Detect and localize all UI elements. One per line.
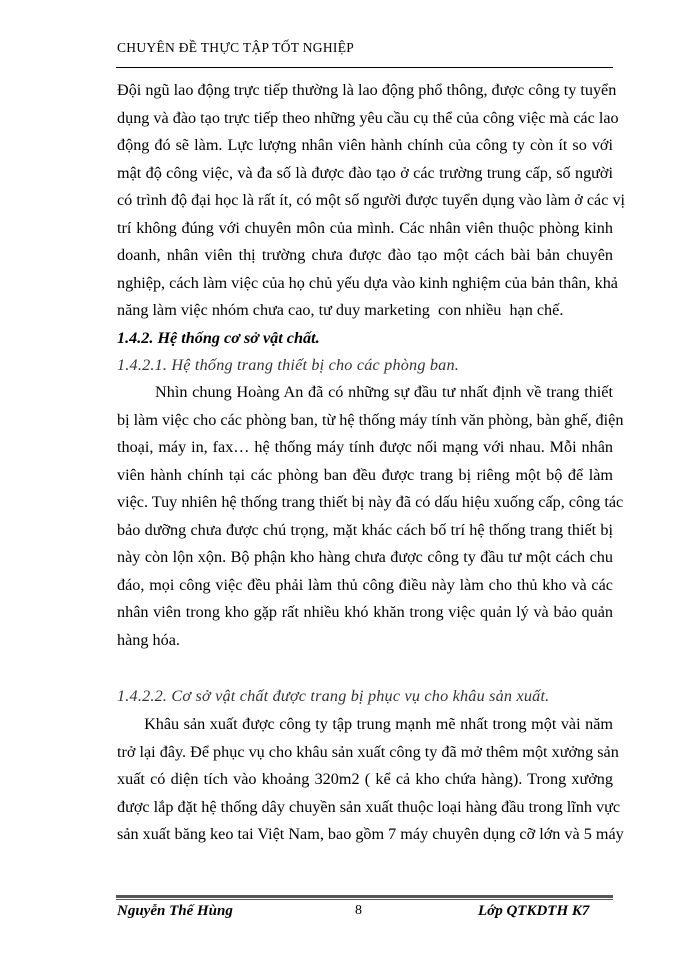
footer-class: Lớp QTKDTH K7 <box>478 903 590 919</box>
text-line: bị làm việc cho các phòng ban, từ hệ thống máy tính văn phòng, bàn ghế, điện <box>117 410 624 429</box>
text-line: bảo dưỡng chưa được chú trọng, mặt khác cách bố trí hệ thống trang thiết bị <box>117 520 613 539</box>
text-line: nhân viên trong kho gặp rất nhiều khó khăn trong việc quản lý và bảo quản <box>117 603 613 621</box>
text-line: này còn lộn xộn. Bộ phận kho hàng chưa được công ty đầu tư một cách chu <box>117 548 613 566</box>
text-line: việc. Tuy nhiên hệ thống trang thiết bị này đã có dấu hiệu xuống cấp, công tác <box>117 493 624 511</box>
text-line: Khâu sản xuất được công ty tập trung mạnh mẽ nhất trong một vài năm <box>117 715 613 733</box>
text-line: Đội ngũ lao động trực tiếp thường là lao động phổ thông, được công ty tuyển <box>117 81 617 99</box>
paragraph-equipment <box>117 379 624 654</box>
text-line: hàng hóa. <box>117 630 180 649</box>
header-divider <box>116 67 613 68</box>
text-line: động đó sẽ làm. Lực lượng nhân viên hành chính của công ty còn ít so với <box>117 136 613 154</box>
text-line: mật độ công việc, và đa số là được đào tạo ở các trường trung cấp, số người <box>117 163 613 182</box>
footer-author: Nguyễn Thế Hùng <box>117 903 233 919</box>
text-line: doanh, nhân viên thị trường chưa được đào tạo một cách bài bản chuyên <box>117 246 613 264</box>
footer-divider-thin <box>116 899 613 900</box>
text-line: sản xuất băng keo tai Việt Nam, bao gồm 7 máy chuyên dụng cỡ lớn và 5 máy <box>117 825 624 843</box>
paragraph-staff <box>117 77 626 325</box>
subsection-heading-1-4-2-2: 1.4.2.2. Cơ sở vật chất được trang bị phục vụ cho khâu sản xuất. <box>117 687 550 705</box>
subsection-heading-1-4-2-1: 1.4.2.1. Hệ thống trang thiết bị cho các phòng ban. <box>117 356 460 374</box>
text-line: thoại, máy in, fax… hệ thống máy tính được nối mạng với nhau. Mỗi nhân <box>117 438 613 456</box>
text-line: trí không đúng với chuyên môn của mình. Các nhân viên thuộc phòng kinh <box>117 218 613 237</box>
text-line: Nhìn chung Hoàng An đã có những sự đầu tư nhất định về trang thiết <box>117 383 613 401</box>
text-line: dụng và đào tạo trực tiếp theo những yêu cầu cụ thể của công việc mà các lao <box>117 108 619 127</box>
text-line: được lắp đặt hệ thống dây chuyền sản xuất thuộc loại hàng đầu trong lĩnh vực <box>117 797 621 816</box>
text-line: nghiệp, cách làm việc của họ chủ yếu dựa vào kinh nghiệm của bản thân, khả <box>117 273 618 292</box>
page-header-title: CHUYÊN ĐỀ THỰC TẬP TỐT NGHIỆP <box>117 40 355 55</box>
footer-divider-thick <box>116 895 613 898</box>
text-line: đáo, mọi công việc đều phải làm thủ công điều này làm cho thủ kho và các <box>117 575 613 594</box>
paragraph-production <box>117 711 624 849</box>
text-line: viên hành chính tại các phòng ban đều được trang bị riêng một bộ để làm <box>117 465 613 484</box>
text-line: trở lại đây. Để phục vụ cho khâu sản xuất công ty đã mở thêm một xưởng sản <box>117 742 619 761</box>
text-line: xuất có diện tích vào khoảng 320m2 ( kể cả kho chứa hàng). Trong xưởng <box>117 770 613 788</box>
section-heading-1-4-2: 1.4.2. Hệ thống cơ sở vật chất. <box>117 329 320 347</box>
footer-page-number: 8 <box>355 903 362 918</box>
text-line: năng làm việc nhóm chưa cao, tư duy marketing con nhiều hạn chế. <box>117 301 564 319</box>
text-line: có trình độ đại học là rất ít, có một số người được tuyển dụng vào làm ở các vị <box>117 191 626 209</box>
